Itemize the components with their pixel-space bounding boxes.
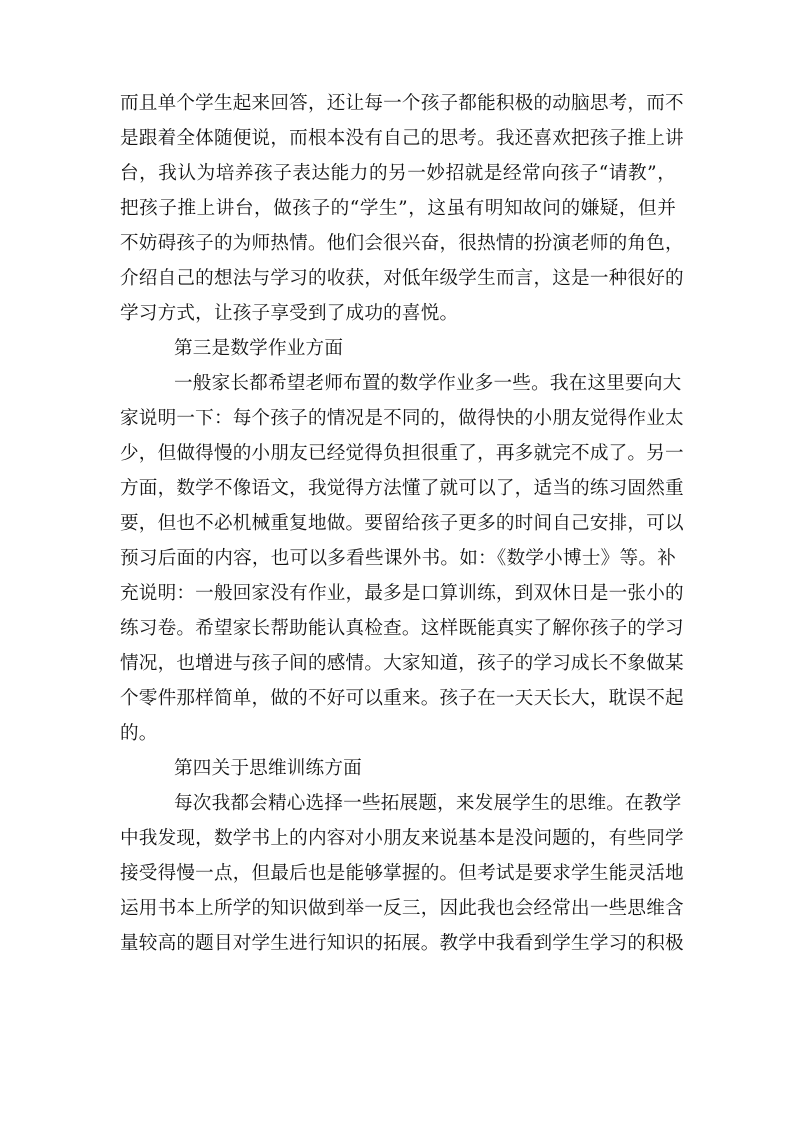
text-line: 少，但做得慢的小朋友已经觉得负担很重了，再多就完不成了。另一 bbox=[120, 443, 684, 464]
text-line: 要，但也不必机械重复地做。要留给孩子更多的时间自己安排，可以 bbox=[120, 513, 684, 534]
text-line: 的。 bbox=[120, 723, 158, 744]
text-line: 一般家长都希望老师布置的数学作业多一些。我在这里要向大 bbox=[174, 373, 682, 394]
text-line: 每次我都会精心选择一些拓展题，来发展学生的思维。在教学 bbox=[174, 793, 682, 814]
text-line: 是跟着全体随便说，而根本没有自己的思考。我还喜欢把孩子推上讲 bbox=[120, 128, 684, 149]
text-line: 方面，数学不像语文，我觉得方法懂了就可以了，适当的练习固然重 bbox=[120, 478, 684, 499]
text-line: 情况，也增进与孩子间的感情。大家知道，孩子的学习成长不象做某 bbox=[120, 653, 684, 674]
text-line: 运用书本上所学的知识做到举一反三，因此我也会经常出一些思维含 bbox=[120, 898, 684, 919]
text-line: 家说明一下：每个孩子的情况是不同的，做得快的小朋友觉得作业太 bbox=[120, 408, 684, 429]
text-line: 不妨碍孩子的为师热情。他们会很兴奋，很热情的扮演老师的角色， bbox=[120, 233, 684, 254]
text-line: 中我发现，数学书上的内容对小朋友来说基本是没问题的，有些同学 bbox=[120, 828, 684, 849]
text-line: 充说明：一般回家没有作业，最多是口算训练，到双休日是一张小的 bbox=[120, 583, 684, 604]
text-line: 量较高的题目对学生进行知识的拓展。教学中我看到学生学习的积极 bbox=[120, 933, 684, 954]
section-heading: 第三是数学作业方面 bbox=[174, 338, 344, 359]
text-line: 学习方式，让孩子享受到了成功的喜悦。 bbox=[120, 303, 459, 324]
text-line: 而且单个学生起来回答，还让每一个孩子都能积极的动脑思考，而不 bbox=[120, 93, 684, 114]
text-line: 台，我认为培养孩子表达能力的另一妙招就是经常向孩子“请教”， bbox=[120, 163, 676, 184]
section-heading: 第四关于思维训练方面 bbox=[174, 758, 362, 779]
text-line: 个零件那样简单，做的不好可以重来。孩子在一天天长大，耽误不起 bbox=[120, 688, 684, 709]
text-line: 介绍自己的想法与学习的收获，对低年级学生而言，这是一种很好的 bbox=[120, 268, 684, 289]
text-line: 练习卷。希望家长帮助能认真检查。这样既能真实了解你孩子的学习 bbox=[120, 618, 684, 639]
text-line: 把孩子推上讲台，做孩子的“学生”，这虽有明知故问的嫌疑，但并 bbox=[120, 198, 676, 219]
text-line: 接受得慢一点，但最后也是能够掌握的。但考试是要求学生能灵活地 bbox=[120, 863, 684, 884]
text-line: 预习后面的内容，也可以多看些课外书。如：《数学小博士》等。补 bbox=[120, 548, 676, 569]
